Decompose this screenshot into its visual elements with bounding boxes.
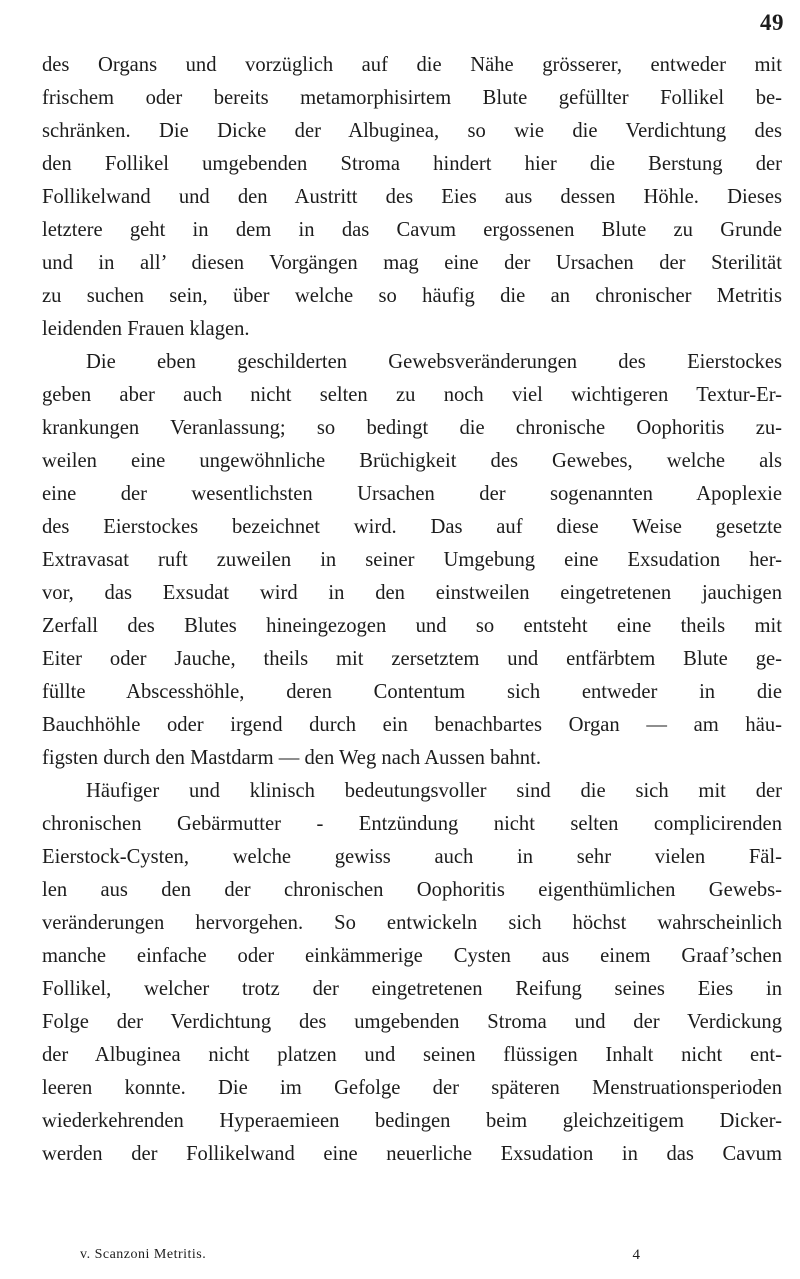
text-line: des Eierstockes bezeichnet wird. Das auf diese Weise gesetzte (42, 516, 782, 538)
text-line: schränken. Die Dicke der Albuginea, so wie die Verdichtung des (42, 120, 782, 142)
text-line: und in all’ diesen Vorgängen mag eine der Ursachen der Sterilität (42, 252, 782, 274)
text-line: veränderungen hervorgehen. So entwickeln sich höchst wahrscheinlich (42, 912, 782, 934)
text-line: Zerfall des Blutes hineingezogen und so entsteht eine theils mit (42, 615, 782, 637)
text-line: des Organs und vorzüglich auf die Nähe grösserer, entweder mit (42, 54, 782, 76)
text-line: chronischen Gebärmutter - Entzündung nicht selten complicirenden (42, 813, 782, 835)
text-line: eine der wesentlichsten Ursachen der sogenannten Apoplexie (42, 483, 782, 505)
text-line: geben aber auch nicht selten zu noch viel wichtigeren Textur-Er- (42, 384, 782, 406)
text-line: Die eben geschilderten Gewebsveränderungen des Eierstockes (86, 351, 782, 373)
signature-mark: v. Scanzoni Metritis. (80, 1247, 207, 1262)
text-line: Extravasat ruft zuweilen in seiner Umgebung eine Exsudation her- (42, 549, 782, 571)
page-footer (80, 1247, 640, 1271)
text-line: len aus den der chronischen Oophoritis eigenthümlichen Gewebs- (42, 879, 782, 901)
text-line: figsten durch den Mastdarm — den Weg nach Aussen bahnt. (42, 747, 541, 769)
text-line: krankungen Veranlassung; so bedingt die chronische Oophoritis zu- (42, 417, 782, 439)
text-line: Eiter oder Jauche, theils mit zersetztem und entfärbtem Blute ge- (42, 648, 782, 670)
page-number: 49 (760, 10, 784, 35)
text-line: füllte Abscesshöhle, deren Contentum sich entweder in die (42, 681, 782, 703)
text-line: vor, das Exsudat wird in den einstweilen eingetretenen jauchigen (42, 582, 782, 604)
text-line: Folge der Verdichtung des umgebenden Stroma und der Verdickung (42, 1011, 782, 1033)
text-line: zu suchen sein, über welche so häufig die an chronischer Metritis (42, 285, 782, 307)
text-line: Follikel, welcher trotz der eingetretenen Reifung seines Eies in (42, 978, 782, 1000)
text-line: wiederkehrenden Hyperaemieen bedingen beim gleichzeitigem Dicker- (42, 1110, 782, 1132)
text-line: Bauchhöhle oder irgend durch ein benachbartes Organ — am häu- (42, 714, 782, 736)
text-line: leidenden Frauen klagen. (42, 318, 250, 340)
text-line: der Albuginea nicht platzen und seinen flüssigen Inhalt nicht ent- (42, 1044, 782, 1066)
text-line: Follikelwand und den Austritt des Eies aus dessen Höhle. Dieses (42, 186, 782, 208)
text-line: werden der Follikelwand eine neuerliche Exsudation in das Cavum (42, 1143, 782, 1165)
text-line: weilen eine ungewöhnliche Brüchigkeit des Gewebes, welche als (42, 450, 782, 472)
text-line: frischem oder bereits metamorphisirtem Blute gefüllter Follikel be- (42, 87, 782, 109)
sheet-number: 4 (632, 1247, 640, 1263)
text-line: leeren konnte. Die im Gefolge der späteren Menstruationsperioden (42, 1077, 782, 1099)
text-line: letztere geht in dem in das Cavum ergossenen Blute zu Grunde (42, 219, 782, 241)
text-line: Eierstock-Cysten, welche gewiss auch in sehr vielen Fäl- (42, 846, 782, 868)
body-text (42, 49, 782, 1171)
text-line: den Follikel umgebenden Stroma hindert hier die Berstung der (42, 153, 782, 175)
text-line: Häufiger und klinisch bedeutungsvoller sind die sich mit der (86, 780, 782, 802)
text-line: manche einfache oder einkämmerige Cysten aus einem Graaf’schen (42, 945, 782, 967)
